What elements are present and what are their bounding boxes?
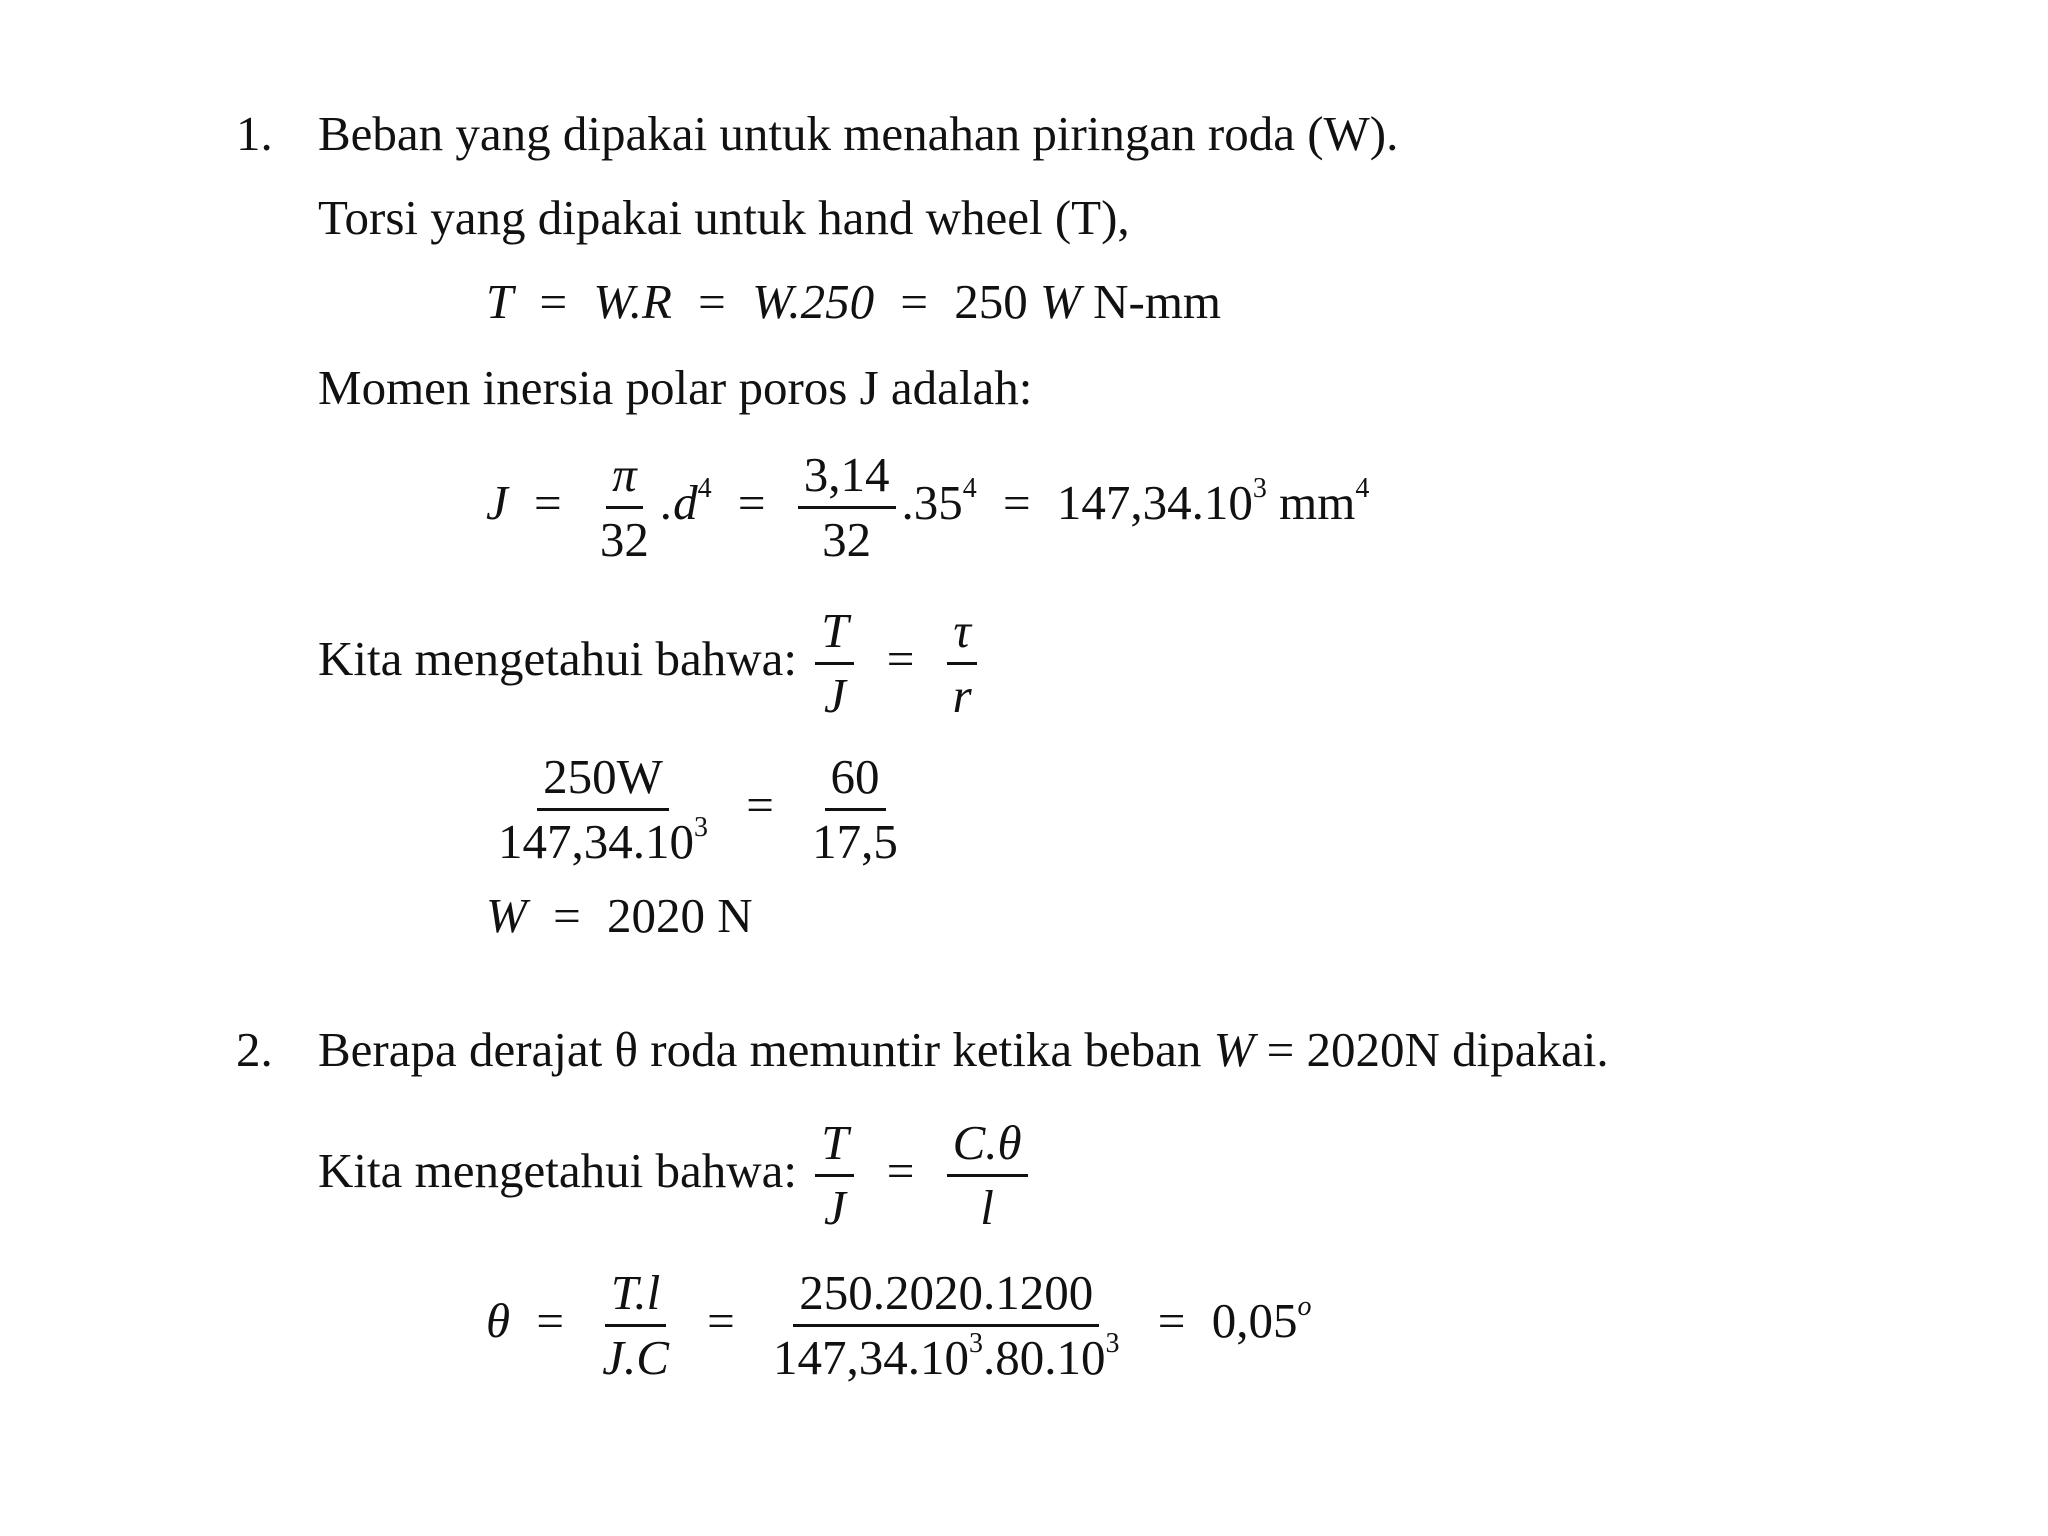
torsi-eq3: = bbox=[900, 274, 929, 329]
relation-1-n1: T bbox=[815, 600, 854, 665]
subst-d1: 147,34.10 bbox=[498, 814, 694, 869]
torsi-equation bbox=[486, 272, 1221, 332]
torsi-rhs-var: W bbox=[1040, 274, 1081, 329]
relation-2-fraction-a bbox=[815, 1112, 854, 1239]
theta-f1-num: T.l bbox=[605, 1262, 666, 1327]
relation-1-d1: J bbox=[823, 668, 846, 723]
torsi-unit: N-mm bbox=[1093, 274, 1222, 329]
theta-result-exp: o bbox=[1297, 1290, 1312, 1322]
torsi-intro-text: Torsi yang dipakai untuk hand wheel (T), bbox=[318, 190, 1130, 245]
subst-d1-exp: 3 bbox=[694, 812, 708, 843]
item1-heading-text: Beban yang dipakai untuk menahan piringan roda (W). bbox=[318, 106, 1399, 161]
theta-lhs: θ bbox=[486, 1292, 511, 1348]
result-lhs: W bbox=[486, 888, 527, 943]
relation-1-n2: τ bbox=[947, 600, 977, 665]
result-eq: = bbox=[553, 888, 581, 943]
torsi-lhs: T bbox=[486, 274, 514, 329]
relation-1: Kita mengetahui bahwa: $\frac{T}{J}$ = $\frac{\tau}{r}$ bbox=[318, 600, 984, 727]
item2-heading-pre: Berapa derajat θ roda memuntir ketika beban bbox=[318, 1022, 1202, 1077]
relation-1-label: Kita mengetahui bahwa: bbox=[318, 630, 797, 686]
item2-heading-var: W bbox=[1213, 1022, 1255, 1077]
momen-f2-den: 32 bbox=[822, 512, 872, 567]
relation-1-fraction-a bbox=[815, 600, 854, 727]
relation-1-d2: r bbox=[952, 668, 972, 723]
torsi-eq1: = bbox=[539, 274, 568, 329]
momen-fraction-2 bbox=[798, 444, 896, 571]
momen-result: 147,34.10 bbox=[1056, 474, 1253, 530]
momen-unit-exp: 4 bbox=[1355, 472, 1370, 504]
relation-2-d1: J bbox=[823, 1180, 846, 1235]
momen-f1-exp: 4 bbox=[697, 472, 712, 504]
momen-fraction-1 bbox=[594, 444, 655, 571]
item1-heading-line bbox=[236, 104, 273, 164]
momen-f2-num: 3,14 bbox=[798, 444, 896, 509]
item2-heading bbox=[318, 1020, 1609, 1080]
subst-fraction-b bbox=[806, 746, 904, 873]
momen-equation: J = $\frac{\pi}{32}$ $.d^4$ = $\frac{3,14}{32}$ $.35^4 = 147,34.10^3$ $mm^4$ bbox=[486, 444, 1369, 571]
theta-f2-den-b-exp: 3 bbox=[1105, 1328, 1120, 1359]
relation-1-fraction-b bbox=[947, 600, 978, 727]
momen-f1-num: π bbox=[606, 444, 643, 509]
relation-2: Kita mengetahui bahwa: $\frac{T}{J}$ = $\frac{C.\theta}{l}$ bbox=[318, 1112, 1034, 1239]
substitution-equation: $\frac{250W}{147,34.10^3}$ = $\frac{60}{17,5}$ bbox=[486, 746, 910, 873]
theta-fraction-2 bbox=[767, 1262, 1126, 1389]
result-line bbox=[486, 886, 753, 946]
item2-number: 2. bbox=[236, 1022, 273, 1077]
theta-f2-den-b: .80.10 bbox=[983, 1330, 1106, 1385]
momen-intro-text: Momen inersia polar poros J adalah: bbox=[318, 360, 1033, 415]
item1-heading bbox=[318, 104, 1398, 164]
theta-fraction-1 bbox=[596, 1262, 675, 1389]
theta-result: 0,05 bbox=[1211, 1292, 1298, 1348]
relation-2-n1: T bbox=[815, 1112, 854, 1177]
subst-fraction-a bbox=[492, 746, 714, 873]
theta-equation: θ = $\frac{T.l}{J.C}$ = $\frac{250.2020.1200}{147,34.10^3.80.10^3}$ = 0,05$^o$ bbox=[486, 1262, 1311, 1389]
torsi-eq2: = bbox=[698, 274, 726, 329]
item1-number: 1. bbox=[236, 106, 273, 161]
momen-f1-tail: .d bbox=[660, 474, 698, 530]
theta-f2-den-a-exp: 3 bbox=[969, 1328, 984, 1359]
theta-f2-num: 250.2020.1200 bbox=[793, 1262, 1099, 1327]
theta-f2-den-a: 147,34.10 bbox=[773, 1330, 970, 1385]
subst-n2: 60 bbox=[825, 746, 886, 811]
momen-f2-exp: 4 bbox=[962, 472, 977, 504]
relation-2-n2: C.θ bbox=[947, 1112, 1028, 1177]
relation-2-d2: l bbox=[980, 1180, 994, 1235]
item2-heading-post: = 2020N dipakai. bbox=[1266, 1022, 1609, 1077]
subst-d2: 17,5 bbox=[812, 814, 898, 869]
relation-2-fraction-b bbox=[947, 1112, 1028, 1239]
item2-heading-line bbox=[236, 1020, 273, 1080]
result-value: 2020 N bbox=[606, 888, 753, 943]
momen-f2-tail: .35 bbox=[901, 474, 963, 530]
subst-n1: 250W bbox=[537, 746, 669, 811]
torsi-wr: W.R bbox=[593, 274, 672, 329]
momen-intro bbox=[318, 358, 1032, 418]
momen-lhs: J bbox=[486, 474, 508, 530]
momen-unit: mm bbox=[1279, 474, 1356, 530]
torsi-w250: W.250 bbox=[752, 274, 875, 329]
torsi-intro bbox=[318, 188, 1130, 248]
relation-2-label: Kita mengetahui bahwa: bbox=[318, 1142, 797, 1198]
momen-result-exp: 3 bbox=[1252, 472, 1267, 504]
theta-f1-den: J.C bbox=[602, 1330, 669, 1385]
momen-f1-den: 32 bbox=[599, 512, 649, 567]
subst-d1-wrap bbox=[492, 811, 714, 873]
theta-f2-den-wrap bbox=[767, 1327, 1126, 1389]
torsi-rhs-num: 250 bbox=[954, 274, 1028, 329]
